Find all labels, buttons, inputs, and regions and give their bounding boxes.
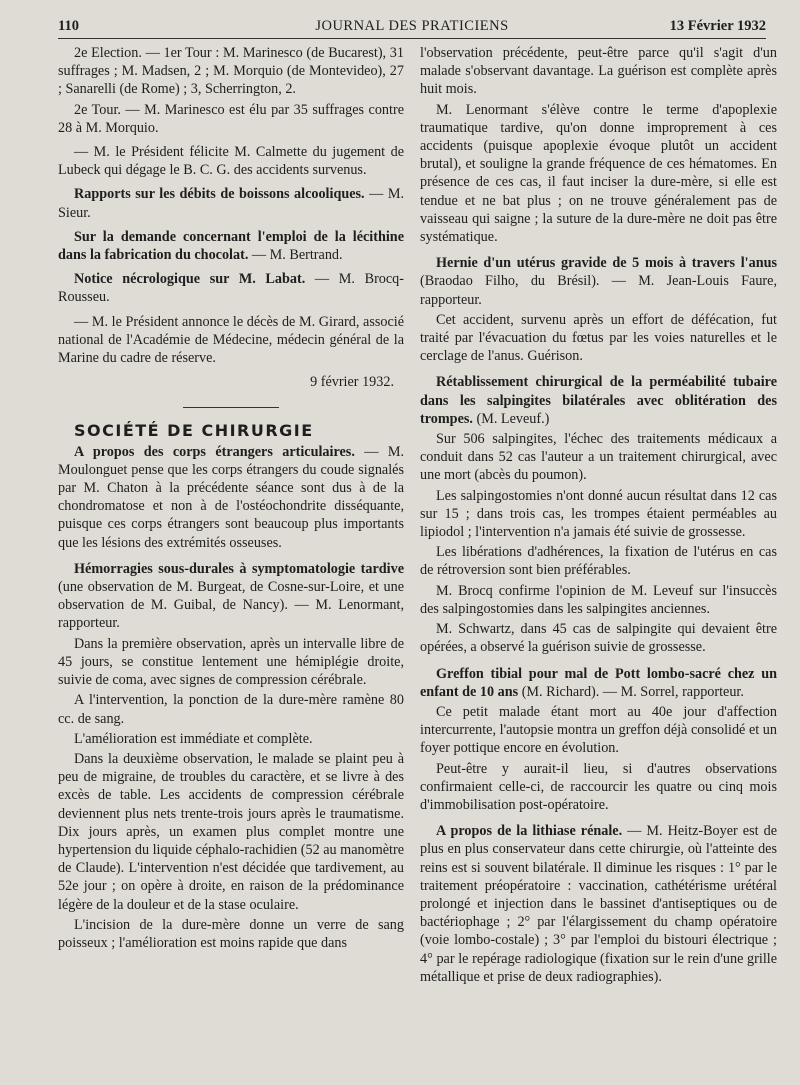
report-lecithin-author: — M. Bertrand. <box>248 247 343 264</box>
uterus-hernia-title: Hernie d'un utérus gravide de 5 mois à travers l'anus <box>436 255 777 272</box>
second-round: 2e Tour. — M. Marinesco est élu par 35 suffrages contre 28 à M. Morquio. <box>58 101 404 136</box>
continued-observation: l'observation précédente, peut-être parce qu'il s'agit d'un malade s'observant davantage. La guérison est complète après huit mois. <box>420 45 777 98</box>
foreign-bodies <box>58 443 404 552</box>
brocq-opinion: M. Brocq confirme l'opinion de M. Leveuf sur l'insuccès des salpingostomies dans les salpingites anciennes. <box>420 582 777 617</box>
left-column <box>58 44 404 954</box>
intervention-text: A l'intervention, la ponction de la dure-mère ramène 80 cc. de sang. <box>58 692 404 727</box>
president-note: — M. le Président félicite M. Calmette du jugement de Lubeck qui dégage le B. C. G. des accidents survenus. <box>58 144 404 179</box>
graft-conclusion: Peut-être y aurait-il lieu, si d'autres observations confirmaient celle-ci, de raccourcir les quatre ou cinq mois d'immobilisation post-opératoire. <box>420 760 777 813</box>
subdural-source: (une observation de M. Burgeat, de Cosne-sur-Loire, et une observation de M. Guibal, de Nancy). — M. Lenormant, rapporteur. <box>58 579 404 632</box>
obituary-author: — M. Brocq-Rousseu. <box>58 271 404 306</box>
tibial-graft-source: (M. Richard). — M. Sorrel, rapporteur. <box>518 683 744 700</box>
section-divider <box>183 407 279 408</box>
section-title: SOCIÉTÉ DE CHIRURGIE <box>74 421 314 441</box>
report-alcohol <box>58 185 404 221</box>
subdural-hemorrhage <box>58 560 404 633</box>
tubal-title: Rétablissement chirurgical de la perméabilité tubaire dans les salpingites bilatérales avec oblitération des trompes. <box>420 374 777 427</box>
uterus-hernia-text: Cet accident, survenu après un effort de défécation, fut traité par l'évacuation du fœtus par les voies naturelles et le cerclage de l'anus. Guérison. <box>420 311 777 365</box>
report-lecithin <box>58 228 404 264</box>
foreign-bodies-text: — M. Moulonguet pense que les corps étrangers du coude signalés par M. Chaton à la précédente séance sont dus à de la chondromatose et non à de l'ostéochondrite disséquante, puisque ces corps étrangers sont beaucoup plus importants que les lésions des extrémités osseuses. <box>58 443 404 551</box>
schwartz-opinion: M. Schwartz, dans 45 cas de salpingite qui devaient être opérées, a observé la guérison suivie de grossesse. <box>420 621 777 656</box>
page-header <box>58 16 766 39</box>
salpingitis-results: Sur 506 salpingites, l'échec des traitements médicaux a conduit dans 52 cas l'auteur a un traitement chirurgical, avec une mort (abcès du poumon). <box>420 431 777 484</box>
journal-title: JOURNAL DES PRATICIENS <box>315 18 509 34</box>
date-signature: 9 février 1932. <box>310 374 394 391</box>
renal-lithiasis-text: — M. Heitz-Boyer est de plus en plus conservateur dans cette chirurgie, où l'atteinte des reins est si souvent bilatérale. Il diminue les risques : 1° par le traitement préopératoire : vaccination, cathétérisme urétéral prolongé et injection dans le bassinet d'antiseptiques ou de bactériophage ; 2° par l'élargissement du champ opératoire (voie lombo-costale) ; 3° par l'emploi du bistouri électrique ; 4° par le repérage radiologique (fixation sur le rein d'une grille métallique et prise de deux radiographies). <box>420 823 777 985</box>
renal-lithiasis-title: A propos de la lithiase rénale. <box>436 823 623 840</box>
page-number: 110 <box>58 18 79 34</box>
obituary-notice <box>58 270 404 306</box>
report-alcohol-title: Rapports sur les débits de boissons alcooliques. <box>74 186 365 203</box>
tibial-graft <box>420 665 777 701</box>
tubal-permeability <box>420 373 777 428</box>
graft-autopsy: Ce petit malade étant mort au 40e jour d'affection intercurrente, l'autopsie montra un greffon déjà consolidé et un foyer pottique encore en évolution. <box>420 703 777 757</box>
right-column <box>420 44 777 988</box>
incision-text: L'incision de la dure-mère donne un verre de sang poisseux ; l'amélioration est moins rapide que dans <box>58 916 404 951</box>
report-lecithin-title: Sur la demande concernant l'emploi de la lécithine dans la fabrication du chocolat. <box>58 228 404 264</box>
obituary-title: Notice nécrologique sur M. Labat. <box>74 271 306 288</box>
lenormant-comment: M. Lenormant s'élève contre le terme d'apoplexie traumatique tardive, qu'on donne improprement à ces accidents (puisque apoplexie évoque plutôt un accident brutal), et souligne la grande fréquence de ces hématomes. En présence de ces cas, il faut inciser la dure-mère, si elle est tendue et ne bat plus ; on ne trouve généralement pas de vaisseau qui saigne ; la suture de la dure-mère ne doit pas être systématique. <box>420 101 777 246</box>
tibial-graft-title: Greffon tibial pour mal de Pott lombo-sacré chez un enfant de 10 ans <box>420 665 777 700</box>
tubal-author: (M. Leveuf.) <box>472 410 550 427</box>
report-alcohol-author: — M. Sieur. <box>58 186 404 221</box>
improvement-text: L'amélioration est immédiate et complète. <box>74 730 313 747</box>
second-observation: Dans la deuxième observation, le malade se plaint peu à peu de migraine, de troubles du caractère, et se livre à des excès de table. Les accidents de compression cérébrale deviennent plus nets trente-trois jours après le traumatisme. Dix jours après, un examen plus complet montre une hypertension du liquide céphalo-rachidien (52 au manomètre de Claude). L'intervention n'est décidée que tardivement, au 52e jour ; on opère à droite, en raison de la prédominance légère de la douleur et de la stase oculaire. <box>58 750 404 913</box>
salpingostomy-results: Les salpingostomies n'ont donné aucun résultat dans 12 cas sur 15 ; dans trois cas, les trompes étaient perméables au lipiodol ; l'intervention n'a jamais été suivie de grossesse. <box>420 487 777 541</box>
renal-lithiasis <box>420 822 777 986</box>
election-results: 2e Election. — 1er Tour : M. Marinesco (de Bucarest), 31 suffrages ; M. Madsen, 2 ; M. Morquio (de Montevideo), 27 ; Sanarelli (de Rome) ; 3, Scherrington, 2. <box>58 45 404 98</box>
foreign-bodies-title: A propos des corps étrangers articulaires. <box>74 443 355 460</box>
first-observation: Dans la première observation, après un intervalle libre de 45 jours, se constitue lentement une hémiplégie droite, suivie de coma, avec signes de compression cérébrale. <box>58 635 404 689</box>
death-announcement: — M. le Président annonce le décès de M. Girard, associé national de l'Académie de Médecine, médecin général de la Marine du cadre de réserve. <box>58 313 404 367</box>
subdural-title: Hémorragies sous-durales à symptomatologie tardive <box>74 560 404 577</box>
issue-date: 13 Février 1932 <box>669 18 766 34</box>
uterus-hernia-source: (Braodao Filho, du Brésil). — M. Jean-Louis Faure, rapporteur. <box>420 273 777 308</box>
uterus-hernia <box>420 254 777 309</box>
adhesion-text: Les libérations d'adhérences, la fixation de l'utérus en cas de rétroversion sont bien préférables. <box>420 544 777 579</box>
